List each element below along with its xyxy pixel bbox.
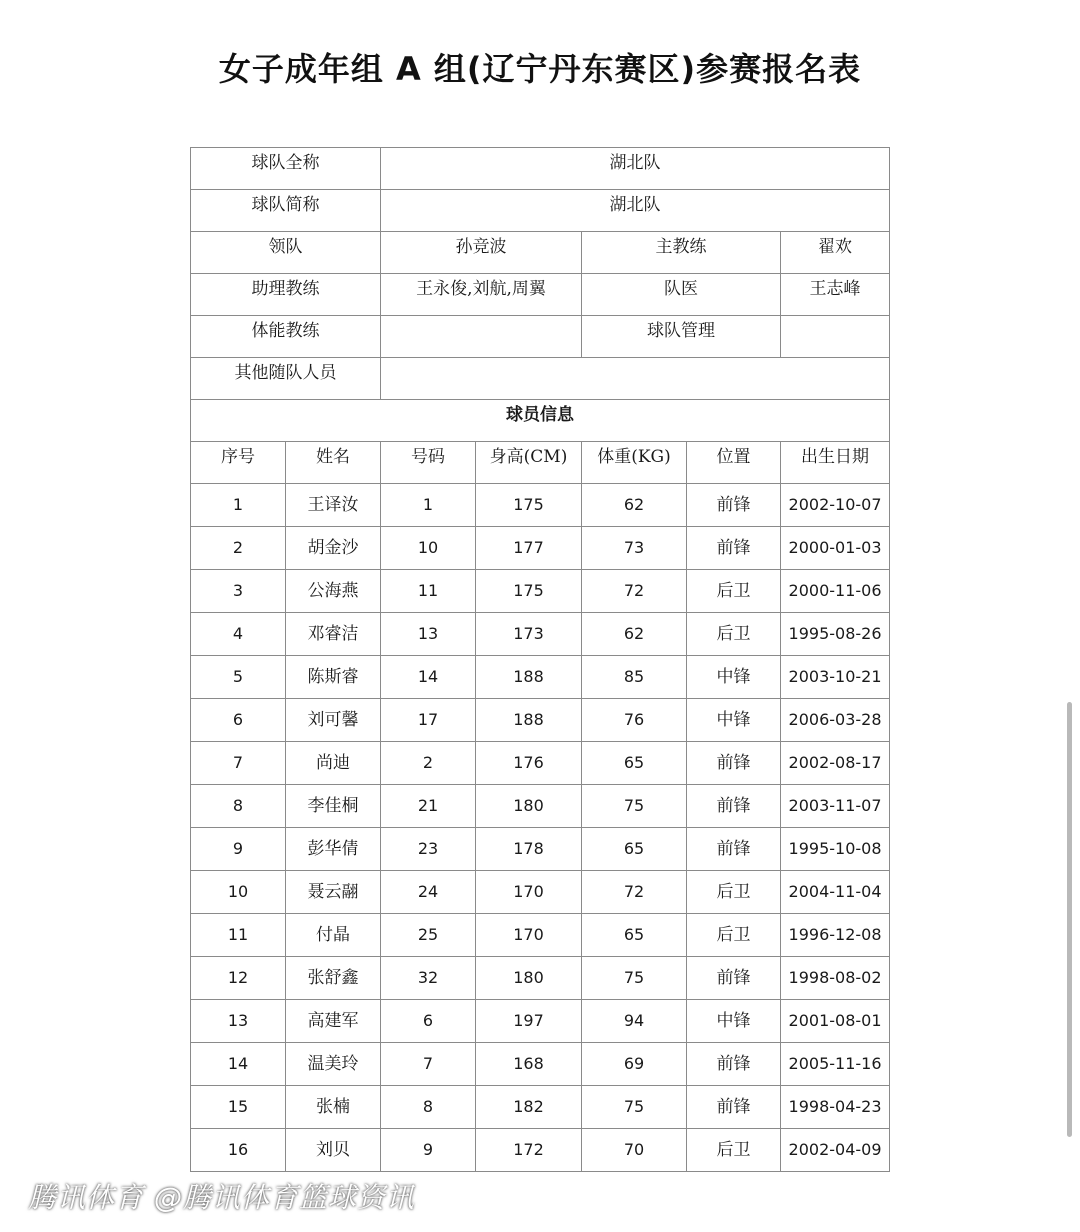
watermark: 腾讯体育 @腾讯体育篮球资讯 (28, 1181, 415, 1214)
players-section-row (191, 400, 890, 442)
player-position: 后卫 (687, 871, 781, 914)
player-name: 邓睿洁 (286, 613, 381, 656)
player-index: 16 (191, 1129, 286, 1172)
player-weight: 69 (582, 1043, 687, 1086)
player-number: 8 (381, 1086, 476, 1129)
table-row (191, 527, 890, 570)
player-index: 11 (191, 914, 286, 957)
player-number: 11 (381, 570, 476, 613)
table-row (191, 570, 890, 613)
player-height: 170 (476, 871, 582, 914)
player-height: 177 (476, 527, 582, 570)
player-weight: 65 (582, 828, 687, 871)
table-row (191, 957, 890, 1000)
player-number: 14 (381, 656, 476, 699)
head-coach-label: 主教练 (582, 232, 781, 274)
team-full-name-value: 湖北队 (381, 148, 890, 190)
player-position: 前锋 (687, 1086, 781, 1129)
column-header: 体重(KG) (582, 442, 687, 484)
table-row (191, 1000, 890, 1043)
player-name: 温美玲 (286, 1043, 381, 1086)
player-birthdate: 2002-10-07 (781, 484, 890, 527)
table-row (191, 742, 890, 785)
player-name: 付晶 (286, 914, 381, 957)
player-weight: 76 (582, 699, 687, 742)
player-height: 178 (476, 828, 582, 871)
player-index: 13 (191, 1000, 286, 1043)
others-row (191, 358, 890, 400)
table-row (191, 914, 890, 957)
player-position: 后卫 (687, 613, 781, 656)
player-birthdate: 1995-08-26 (781, 613, 890, 656)
player-height: 172 (476, 1129, 582, 1172)
player-birthdate: 2002-08-17 (781, 742, 890, 785)
player-position: 后卫 (687, 1129, 781, 1172)
player-number: 24 (381, 871, 476, 914)
player-birthdate: 1996-12-08 (781, 914, 890, 957)
player-birthdate: 1998-08-02 (781, 957, 890, 1000)
player-position: 前锋 (687, 1043, 781, 1086)
player-weight: 72 (582, 871, 687, 914)
table-row (191, 871, 890, 914)
player-height: 176 (476, 742, 582, 785)
player-position: 中锋 (687, 699, 781, 742)
player-birthdate: 2002-04-09 (781, 1129, 890, 1172)
fitness-row (191, 316, 890, 358)
player-position: 后卫 (687, 570, 781, 613)
player-height: 175 (476, 570, 582, 613)
player-number: 1 (381, 484, 476, 527)
player-number: 25 (381, 914, 476, 957)
player-position: 前锋 (687, 957, 781, 1000)
fitness-coach-label: 体能教练 (191, 316, 381, 358)
table-row (191, 1086, 890, 1129)
player-height: 173 (476, 613, 582, 656)
player-height: 170 (476, 914, 582, 957)
player-position: 前锋 (687, 742, 781, 785)
player-name: 尚迪 (286, 742, 381, 785)
player-weight: 94 (582, 1000, 687, 1043)
player-weight: 62 (582, 484, 687, 527)
player-number: 2 (381, 742, 476, 785)
team-manager-value (781, 316, 890, 358)
player-number: 6 (381, 1000, 476, 1043)
player-name: 张舒鑫 (286, 957, 381, 1000)
player-birthdate: 2000-11-06 (781, 570, 890, 613)
player-birthdate: 1995-10-08 (781, 828, 890, 871)
player-index: 12 (191, 957, 286, 1000)
player-birthdate: 2000-01-03 (781, 527, 890, 570)
player-name: 李佳桐 (286, 785, 381, 828)
table-row (191, 699, 890, 742)
player-name: 张楠 (286, 1086, 381, 1129)
column-header: 姓名 (286, 442, 381, 484)
table-row (191, 613, 890, 656)
player-name: 王译汝 (286, 484, 381, 527)
player-name: 刘贝 (286, 1129, 381, 1172)
player-index: 2 (191, 527, 286, 570)
team-manager-label: 球队管理 (582, 316, 781, 358)
player-number: 17 (381, 699, 476, 742)
player-weight: 75 (582, 957, 687, 1000)
player-name: 聂云翮 (286, 871, 381, 914)
player-height: 182 (476, 1086, 582, 1129)
player-weight: 72 (582, 570, 687, 613)
players-section-title: 球员信息 (191, 400, 890, 442)
player-name: 高建军 (286, 1000, 381, 1043)
table-row (191, 656, 890, 699)
fitness-coach-value (381, 316, 582, 358)
player-position: 前锋 (687, 785, 781, 828)
player-birthdate: 2004-11-04 (781, 871, 890, 914)
team-doctor-label: 队医 (582, 274, 781, 316)
player-number: 9 (381, 1129, 476, 1172)
leader-label: 领队 (191, 232, 381, 274)
player-index: 5 (191, 656, 286, 699)
player-weight: 75 (582, 785, 687, 828)
player-index: 4 (191, 613, 286, 656)
player-name: 陈斯睿 (286, 656, 381, 699)
player-index: 6 (191, 699, 286, 742)
leader-row (191, 232, 890, 274)
player-position: 中锋 (687, 1000, 781, 1043)
player-index: 8 (191, 785, 286, 828)
scrollbar[interactable] (1067, 702, 1072, 1137)
player-weight: 65 (582, 914, 687, 957)
player-birthdate: 2005-11-16 (781, 1043, 890, 1086)
player-position: 前锋 (687, 527, 781, 570)
player-birthdate: 1998-04-23 (781, 1086, 890, 1129)
player-number: 13 (381, 613, 476, 656)
player-height: 188 (476, 656, 582, 699)
player-weight: 73 (582, 527, 687, 570)
table-row (191, 785, 890, 828)
player-number: 10 (381, 527, 476, 570)
player-birthdate: 2003-11-07 (781, 785, 890, 828)
page-title: 女子成年组 A 组(辽宁丹东赛区)参赛报名表 (218, 50, 862, 88)
player-height: 197 (476, 1000, 582, 1043)
player-birthdate: 2003-10-21 (781, 656, 890, 699)
table-row (191, 484, 890, 527)
table-row (191, 1043, 890, 1086)
table-row (191, 828, 890, 871)
head-coach-value: 翟欢 (781, 232, 890, 274)
other-staff-value (381, 358, 890, 400)
team-short-name-value: 湖北队 (381, 190, 890, 232)
team-doctor-value: 王志峰 (781, 274, 890, 316)
player-index: 15 (191, 1086, 286, 1129)
player-weight: 75 (582, 1086, 687, 1129)
team-full-name-row (191, 148, 890, 190)
team-short-name-row (191, 190, 890, 232)
player-height: 175 (476, 484, 582, 527)
column-header: 号码 (381, 442, 476, 484)
player-weight: 65 (582, 742, 687, 785)
player-height: 188 (476, 699, 582, 742)
column-header: 身高(CM) (476, 442, 582, 484)
player-birthdate: 2006-03-28 (781, 699, 890, 742)
player-index: 1 (191, 484, 286, 527)
player-weight: 85 (582, 656, 687, 699)
player-number: 21 (381, 785, 476, 828)
player-index: 7 (191, 742, 286, 785)
player-name: 胡金沙 (286, 527, 381, 570)
leader-value: 孙竞波 (381, 232, 582, 274)
player-weight: 70 (582, 1129, 687, 1172)
team-full-name-label: 球队全称 (191, 148, 381, 190)
player-weight: 62 (582, 613, 687, 656)
team-short-name-label: 球队简称 (191, 190, 381, 232)
assistant-row (191, 274, 890, 316)
player-number: 23 (381, 828, 476, 871)
player-height: 168 (476, 1043, 582, 1086)
players-header-row (191, 442, 890, 484)
player-number: 7 (381, 1043, 476, 1086)
player-index: 14 (191, 1043, 286, 1086)
player-position: 前锋 (687, 484, 781, 527)
player-number: 32 (381, 957, 476, 1000)
other-staff-label: 其他随队人员 (191, 358, 381, 400)
player-index: 9 (191, 828, 286, 871)
player-position: 中锋 (687, 656, 781, 699)
player-name: 彭华倩 (286, 828, 381, 871)
column-header: 位置 (687, 442, 781, 484)
player-name: 公海燕 (286, 570, 381, 613)
player-birthdate: 2001-08-01 (781, 1000, 890, 1043)
table-row (191, 1129, 890, 1172)
registration-table (190, 147, 890, 1172)
player-height: 180 (476, 957, 582, 1000)
player-index: 3 (191, 570, 286, 613)
assistant-coach-label: 助理教练 (191, 274, 381, 316)
player-position: 前锋 (687, 828, 781, 871)
player-height: 180 (476, 785, 582, 828)
column-header: 序号 (191, 442, 286, 484)
player-index: 10 (191, 871, 286, 914)
assistant-coach-value: 王永俊,刘航,周翼 (381, 274, 582, 316)
player-name: 刘可馨 (286, 699, 381, 742)
column-header: 出生日期 (781, 442, 890, 484)
player-position: 后卫 (687, 914, 781, 957)
